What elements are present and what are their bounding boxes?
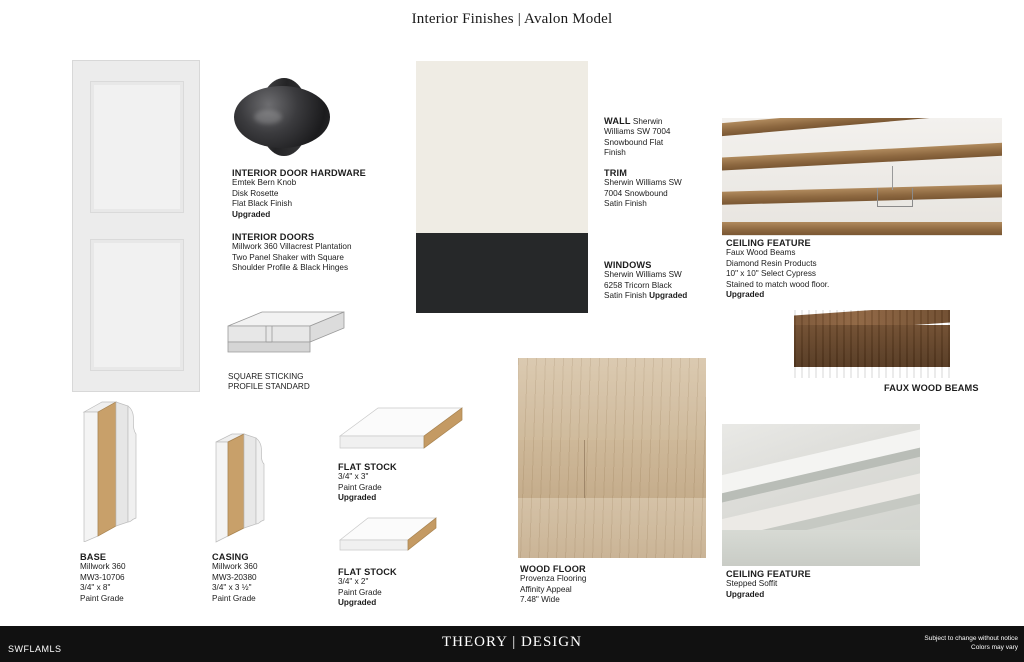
windows-line-3: Satin Finish (604, 291, 647, 301)
footer-brand: THEORY | DESIGN (442, 634, 582, 650)
flat-stock-3-status: Upgraded (338, 493, 377, 503)
flat-stock-2-caption (338, 567, 458, 609)
casing-line-3: 3/4" x 3 ½" (212, 583, 252, 593)
ceiling-feature-beams-line-3: 10" x 10" Select Cypress (726, 269, 817, 279)
wood-floor-heading: WOOD FLOOR (520, 564, 586, 574)
casing-line-2: MW3-20380 (212, 572, 257, 582)
door-panel-bottom (90, 239, 184, 371)
wood-floor-line-2: Affinity Appeal (520, 584, 572, 594)
ceiling-feature-beams-heading: CEILING FEATURE (726, 238, 811, 248)
door-hardware-line-2: Disk Rosette (232, 188, 279, 198)
footer-watermark: SWFLAMLS (8, 644, 62, 654)
windows-status: Upgraded (649, 291, 688, 301)
floor-grain-overlay (518, 358, 706, 558)
ceiling-feature-soffit-status: Upgraded (726, 589, 765, 599)
square-sticking-illustration (222, 308, 346, 364)
trim-line-2: 7004 Snowbound (604, 188, 668, 198)
page-title: Interior Finishes | Avalon Model (411, 11, 613, 27)
flat-stock-3-caption (338, 462, 458, 504)
interior-doors-line-2: Two Panel Shaker with Square (232, 252, 344, 262)
ceiling-feature-beams-status: Upgraded (726, 290, 765, 300)
door-hardware-line-3: Flat Black Finish (232, 199, 293, 209)
windows-caption (604, 260, 718, 302)
base-line-4: Paint Grade (80, 593, 124, 603)
footer-disclaimer-line-2: Colors may vary (971, 644, 1018, 651)
stepped-soffit-photo (722, 424, 920, 566)
trim-heading: TRIM (604, 168, 628, 178)
casing-line-4: Paint Grade (212, 593, 256, 603)
flat-stock-2-status: Upgraded (338, 598, 377, 608)
trim-line-3: Satin Finish (604, 199, 647, 209)
faux-wood-beams-heading: FAUX WOOD BEAMS (884, 383, 979, 393)
wall-heading: WALL (604, 116, 631, 126)
flat-stock-3-illustration (338, 406, 464, 454)
chandelier-rod (892, 166, 893, 190)
wall-caption (604, 116, 712, 159)
wood-floor-photo (518, 358, 706, 558)
flat-stock-3-line-2: Paint Grade (338, 482, 382, 492)
flat-stock-3-svg (338, 406, 464, 456)
flat-stock-2-svg (338, 516, 438, 558)
door-hardware-line-1: Emtek Bern Knob (232, 178, 297, 188)
wood-floor-caption (520, 564, 660, 606)
base-line-2: MW3-10706 (80, 572, 125, 582)
wall-color-swatch (416, 61, 588, 233)
ceiling-feature-soffit-caption (726, 569, 876, 600)
wall-line-1: Williams SW 7004 (604, 127, 671, 137)
trim-caption (604, 168, 714, 210)
windows-line-1: Sherwin Williams SW (604, 270, 682, 280)
knob-ball (234, 86, 330, 148)
ceiling-feature-beams-caption (726, 238, 876, 300)
interior-doors-caption (232, 232, 422, 274)
casing-moulding-illustration (212, 432, 278, 542)
ceiling-feature-beams-line-1: Faux Wood Beams (726, 248, 796, 258)
wood-floor-line-1: Provenza Flooring (520, 574, 587, 584)
chandelier-frame (877, 188, 913, 207)
interior-doors-line-3: Shoulder Profile & Black Hinges (232, 263, 349, 273)
footer-disclaimer (924, 634, 1018, 652)
faux-wood-beam-photo (794, 310, 950, 378)
interior-door-illustration (72, 60, 200, 392)
base-moulding-illustration (80, 400, 148, 540)
sticking-svg (222, 308, 346, 364)
flat-stock-2-line-1: 3/4" x 2" (338, 577, 369, 587)
soffit-wall (722, 530, 920, 566)
base-line-3: 3/4" x 8" (80, 583, 111, 593)
beam-grain-overlay (794, 310, 950, 378)
door-hardware-heading: INTERIOR DOOR HARDWARE (232, 168, 366, 178)
wall-inline: Sherwin (632, 117, 663, 126)
flat-stock-3-heading: FLAT STOCK (338, 462, 397, 472)
sticking-line-1: SQUARE STICKING (228, 372, 304, 381)
windows-color-swatch (416, 233, 588, 313)
casing-heading: CASING (212, 552, 249, 562)
base-svg (80, 400, 148, 542)
base-caption (80, 552, 200, 604)
flat-stock-2-line-2: Paint Grade (338, 587, 382, 597)
base-heading: BASE (80, 552, 107, 562)
door-hardware-status: Upgraded (232, 209, 271, 219)
wall-line-3: Finish (604, 148, 626, 158)
windows-heading: WINDOWS (604, 260, 652, 270)
ceiling-photo-background (722, 118, 1002, 236)
ceiling-feature-beams-line-4: Stained to match wood floor. (726, 279, 830, 289)
wood-floor-line-3: 7.48" Wide (520, 595, 560, 605)
ceiling-feature-beams-line-2: Diamond Resin Products (726, 258, 817, 268)
flat-stock-2-illustration (338, 516, 438, 556)
faux-wood-beams-caption (884, 383, 1004, 393)
ceiling-beams-photo (722, 118, 1002, 236)
interior-doors-line-1: Millwork 360 Villacrest Plantation (232, 242, 352, 252)
windows-line-2: 6258 Tricorn Black (604, 280, 672, 290)
wall-line-2: Snowbound Flat (604, 137, 664, 147)
flat-stock-2-heading: FLAT STOCK (338, 567, 397, 577)
door-knob-illustration (232, 72, 372, 162)
flat-stock-3-line-1: 3/4" x 3" (338, 472, 369, 482)
door-panel-top (90, 81, 184, 213)
sticking-line-2: PROFILE STANDARD (228, 382, 310, 392)
casing-line-1: Millwork 360 (212, 562, 258, 572)
square-sticking-caption (228, 372, 358, 393)
ceiling-feature-soffit-line-1: Stepped Soffit (726, 579, 778, 589)
beam-4 (722, 222, 1002, 235)
interior-doors-heading: INTERIOR DOORS (232, 232, 315, 242)
casing-svg (212, 432, 278, 544)
knob-highlight (254, 110, 282, 124)
ceiling-feature-soffit-heading: CEILING FEATURE (726, 569, 811, 579)
door-hardware-caption (232, 168, 412, 220)
casing-caption (212, 552, 332, 604)
trim-line-1: Sherwin Williams SW (604, 178, 682, 188)
footer-disclaimer-line-1: Subject to change without notice (924, 635, 1018, 642)
base-line-1: Millwork 360 (80, 562, 126, 572)
